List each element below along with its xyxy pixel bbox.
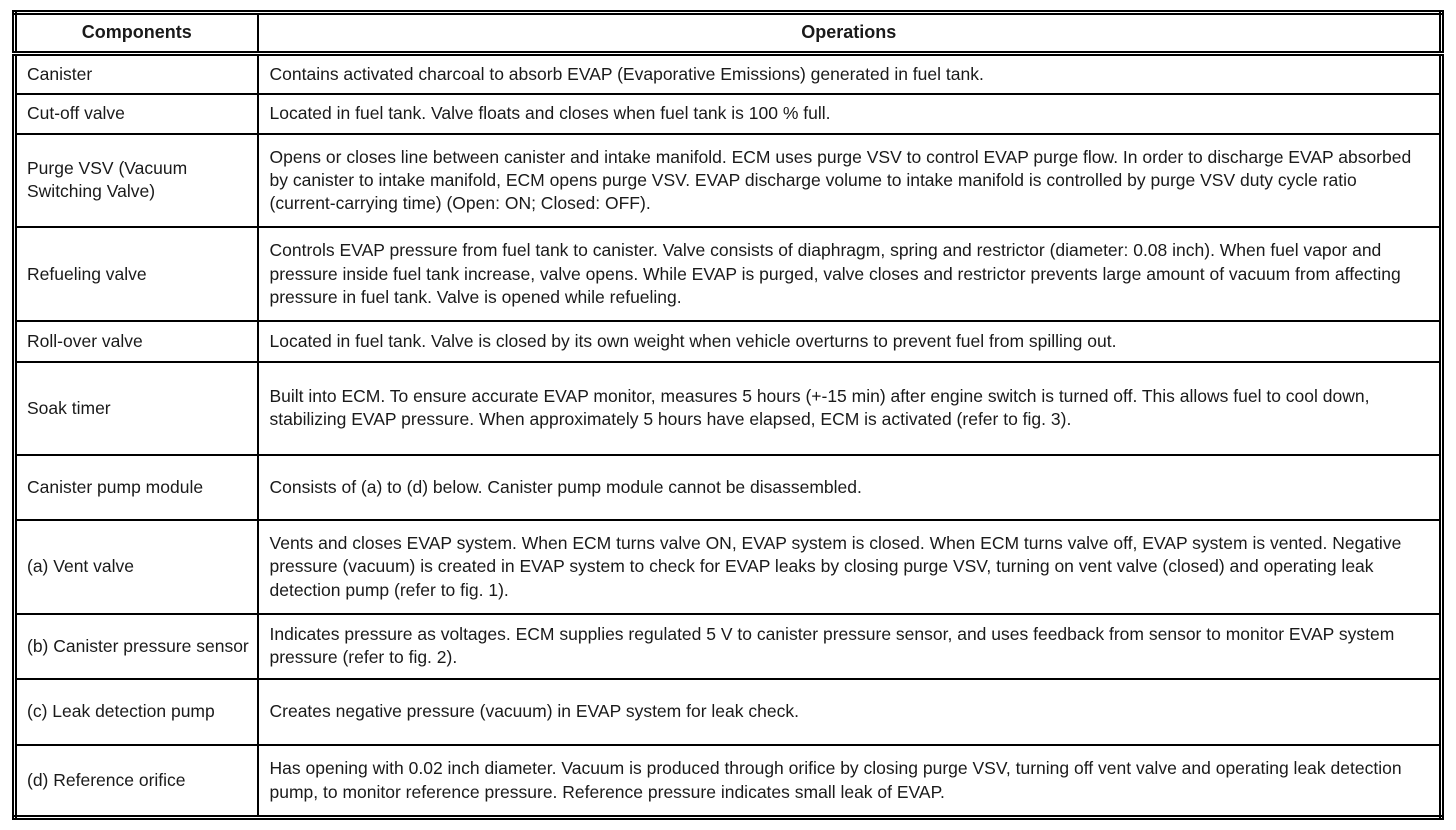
table-row — [15, 134, 1442, 227]
component-cell: Refueling valve — [15, 227, 258, 321]
operation-cell: Built into ECM. To ensure accurate EVAP monitor, measures 5 hours (+-15 min) after engine switch is turned off. This allows fuel to cool down, stabilizing EVAP pressure. When approximately 5 hours have elapsed, ECM is activated (refer to fig. 3). — [258, 362, 1442, 455]
table-row — [15, 94, 1442, 134]
table-row — [15, 53, 1442, 93]
table-row — [15, 745, 1442, 817]
table-row — [15, 520, 1442, 613]
operation-cell: Located in fuel tank. Valve is closed by its own weight when vehicle overturns to prevent fuel from spilling out. — [258, 321, 1442, 361]
component-cell: (d) Reference orifice — [15, 745, 258, 817]
components-header: Components — [15, 13, 258, 54]
operation-cell: Creates negative pressure (vacuum) in EVAP system for leak check. — [258, 679, 1442, 745]
table-row — [15, 362, 1442, 455]
table-row — [15, 227, 1442, 321]
component-cell: Cut-off valve — [15, 94, 258, 134]
operation-cell: Indicates pressure as voltages. ECM supplies regulated 5 V to canister pressure sensor, and uses feedback from sensor to monitor EVAP system pressure (refer to fig. 2). — [258, 614, 1442, 679]
component-cell: (a) Vent valve — [15, 520, 258, 613]
operation-cell: Opens or closes line between canister and intake manifold. ECM uses purge VSV to control EVAP purge flow. In order to discharge EVAP absorbed by canister to intake manifold, ECM opens purge VSV. EVAP discharge volume to intake manifold is controlled by purge VSV duty cycle ratio (current-carrying time) (Open: ON; Closed: OFF). — [258, 134, 1442, 227]
operation-cell: Consists of (a) to (d) below. Canister pump module cannot be disassembled. — [258, 455, 1442, 520]
component-cell: Canister — [15, 53, 258, 93]
table-row — [15, 321, 1442, 361]
components-operations-table — [12, 10, 1444, 820]
table-row — [15, 455, 1442, 520]
operation-cell: Contains activated charcoal to absorb EVAP (Evaporative Emissions) generated in fuel tank. — [258, 53, 1442, 93]
operation-cell: Located in fuel tank. Valve floats and closes when fuel tank is 100 % full. — [258, 94, 1442, 134]
component-cell: Purge VSV (Vacuum Switching Valve) — [15, 134, 258, 227]
component-cell: (b) Canister pressure sensor — [15, 614, 258, 679]
operation-cell: Vents and closes EVAP system. When ECM turns valve ON, EVAP system is closed. When ECM turns valve off, EVAP system is vented. Negative pressure (vacuum) is created in EVAP system to check for EVAP leaks by closing purge VSV, turning on vent valve (closed) and operating leak detection pump (refer to fig. 1). — [258, 520, 1442, 613]
component-cell: Canister pump module — [15, 455, 258, 520]
header-row — [15, 13, 1442, 54]
operation-cell: Has opening with 0.02 inch diameter. Vacuum is produced through orifice by closing purge VSV, turning off vent valve and operating leak detection pump, to monitor reference pressure. Reference pressure indicates small leak of EVAP. — [258, 745, 1442, 817]
operation-cell: Controls EVAP pressure from fuel tank to canister. Valve consists of diaphragm, spring and restrictor (diameter: 0.08 inch). When fuel vapor and pressure inside fuel tank increase, valve opens. While EVAP is purged, valve closes and restrictor prevents large amount of vacuum from affecting pressure in fuel tank. Valve is opened while refueling. — [258, 227, 1442, 321]
operations-header: Operations — [258, 13, 1442, 54]
component-cell: Soak timer — [15, 362, 258, 455]
table-row — [15, 679, 1442, 745]
component-cell: Roll-over valve — [15, 321, 258, 361]
component-cell: (c) Leak detection pump — [15, 679, 258, 745]
table-row — [15, 614, 1442, 679]
